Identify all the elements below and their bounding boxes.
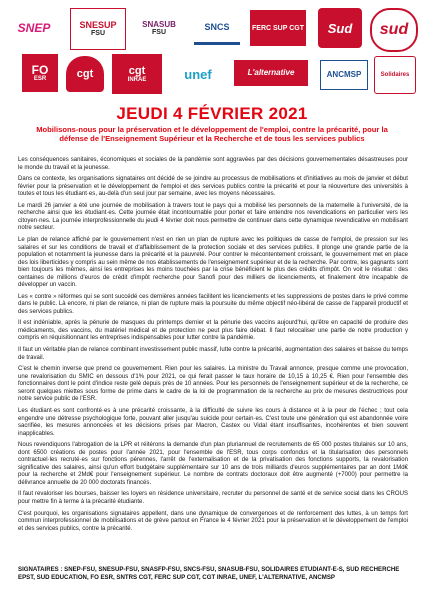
ferc-sup-cgt-logo: FERC SUP CGT: [250, 10, 306, 46]
paragraph: C'est pourquoi, les organisations signataires appellent, dans une dynamique de convergences et de renforcement des luttes, à un temps fort commun interprofessionnel de mobilisations et de grève partout en France le 4 février 2021 pour la préservation et le développement de l'emploi et des services publics, contre la précarité.: [18, 510, 408, 532]
fo-esr-logo: FO ESR: [22, 54, 58, 92]
paragraph: Le mardi 26 janvier a été une journée de mobilisation à travers tout le pays qui a mobilisé les personnels de la maternelle à l'université, de la recherche ainsi que les étudiant·es. Cette journée était incontournable pour porter et faire entendre nos revendications en particulier vers les citoyen·nes. La journée interprofessionnelle du jeudi 4 février doit nous permettre de continuer dans cette dynamique revendicative en mobilisant notre secteur.: [18, 202, 408, 232]
paragraph: Les étudiant·es sont confronté·es à une précarité croissante, à la difficulté de suivre les cours à distance et à la peur de l'échec ; tout cela engendre une détresse psychologique forte, pouvant aller jusqu'au suicide pour certain·es. C'est toute une génération qui est abandonnée voire sacrifiée, les mesures annoncées et les décisions prises par Macron, Castex ou Vidal étant insuffisantes, incohérentes et bien souvent inapplicables.: [18, 408, 408, 437]
sud-recherche-logo: sud: [370, 8, 418, 52]
document-body: [18, 157, 408, 537]
union-logos-banner: [8, 6, 416, 98]
snesup-fsu-logo: SNESUP FSU: [70, 8, 126, 50]
page-subtitle: Mobilisons-nous pour la préservation et le développement de l'emploi, contre la précarité, pour la défense de l'Enseignement Supérieur et la Recherche et de tous les services publics: [36, 125, 388, 144]
paragraph: Nous revendiquons l'abrogation de la LPR et réitérons la demande d'un plan pluriannuel de recrutements de 65 000 postes titulaires sur 10 ans, dont 6500 créations de postes pour l'année 2021, pour l'ensemble de l'ESR, tous corps confondus et la titularisation des personnels contractuel·les recruté·es sur fonctions pérennes, l'arrêt de l'externalisation et de la privatisation des fonctions supports, la revalorisation significative des salaires, ainsi qu'un effort budgétaire supplémentaire sur 10 ans de trois milliards d'euros supplémentaires par an dont 1Md€ pour la recherche et 2Md€ pour l'enseignement supérieur. Le nombre de contrats doctoraux doit être augmenté (+7000) pour permettre la délivrance annuelle de 20 000 doctorats financés.: [18, 442, 408, 486]
unef-logo: unef: [184, 66, 212, 82]
paragraph: Il est indéniable, après la pénurie de masques du printemps dernier et la pénurie des vaccins aujourd'hui, qu'être en capacité de produire des médicaments, des vaccins, du matériel médical et de protection ne peut plus faire débat. Il faut relocaliser une partie de notre production y compris en réquisitionnant les entreprises indispensables pour lutter contre la pandémie.: [18, 320, 408, 342]
lalternative-logo: L'alternative: [234, 60, 308, 86]
paragraph: C'est le chemin inverse que prend ce gouvernement. Rien pour les salaires. La ministre du Travail annonce, presque comme une provocation, une revalorisation du SMIC en dessous d'1% pour 2021, ce qui ferait passer le taux horaire de 10,15 à 10,25 €. Rien pour l'ensemble des fonctionnaires dont le point d'indice reste gelé depuis près de 10 années. Pour les personnels de l'enseignement supérieur et de la recherche, ce seront quelques miettes sous forme de prime dans le cadre de la loi de programmation de la recherche au prix de mesures destructrices pour notre service public de l'ESR.: [18, 366, 408, 403]
paragraph: Les « contre » réformes qui se sont succédé ces dernières années facilitent les licenciements et les suppressions de postes dans le privé comme dans le public. Là encore, ni plan de relance, ni plan de rupture mais la poursuite du même objectif néo-libéral de casse de l'appareil productif et des services publics.: [18, 293, 408, 315]
solidaires-etudiant-logo: Solidaires: [374, 56, 416, 94]
paragraph: Il faut un véritable plan de relance combinant investissement public massif, lutte contre la précarité, augmentation des salaires et baisse du temps de travail.: [18, 347, 408, 361]
page-title: JEUDI 4 FÉVRIER 2021: [116, 104, 308, 123]
signatories: SIGNATAIRES : SNEP-FSU, SNESUP-FSU, SNASFP-FSU, SNCS-FSU, SNASUB-FSU, SOLIDAIRES ETUDIANT-E-S, SUD RECHERCHE EPST, SUD EDUCATION, FO ESR, SNTRS CGT, FERC SUP CGT, CGT INRAE, UNEF, L'ALTERNATIVE, ANCMSP: [18, 566, 400, 581]
sncs-fsu-logo: SNCS: [194, 12, 240, 45]
paragraph: Il faut revaloriser les bourses, baisser les loyers en résidence universitaire, recruter du personnel de santé et de service social dans les CROUS pour mettre fin à terme à la précarité étudiante.: [18, 491, 408, 505]
paragraph: Les conséquences sanitaires, économiques et sociales de la pandémie sont aggravées par des décisions gouvernementales désastreuses pour le monde du travail et la jeunesse.: [18, 157, 408, 171]
cgt-logo: cgt: [66, 56, 104, 92]
snep-fsu-logo: SNEP: [17, 21, 51, 35]
snasub-fsu-logo: SNASUB FSU: [142, 19, 176, 36]
ancmsp-logo: ANCMSP: [320, 60, 368, 90]
paragraph: Dans ce contexte, les organisations signataires ont décidé de se joindre au processus de mobilisations et d'initiatives au mois de janvier et début février pour la préservation et le développement de l'emploi et des services publics contre la précarité et pour la réouverture des universités à toutes et tous les étudiant·es, au-delà d'un seul jour par semaine, avec les moyens nécessaires.: [18, 176, 408, 198]
sud-education-logo: Sud: [318, 8, 362, 48]
cgt-inrae-logo: cgt INRAE: [112, 54, 162, 94]
paragraph: Le plan de relance affiché par le gouvernement n'est en rien un plan de rupture avec les politiques de casse de l'emploi, de pression sur les salaires et sur les conditions de travail et d'affaiblissement de la protection sociale et des services publics. Il plonge une grande partie de la population et notamment la jeunesse dans la précarité et la pauvreté. Pour contrer le mécontentement croissant, le gouvernement met en place des lois liberticides y compris au sein même de nos établissements de l'enseignement supérieur et de la recherche. Par contre, les gagnants sont bien toujours les mêmes, ainsi les entreprises les moins touchées par la crise bénéficient le plus des crédits d'impôt. On voit le résultat : des centaines de millions d'euros de crédit d'impôt recherche pour Sanofi pour des milliers de licenciements, et finalement être incapable de développer un vaccin.: [18, 237, 408, 289]
